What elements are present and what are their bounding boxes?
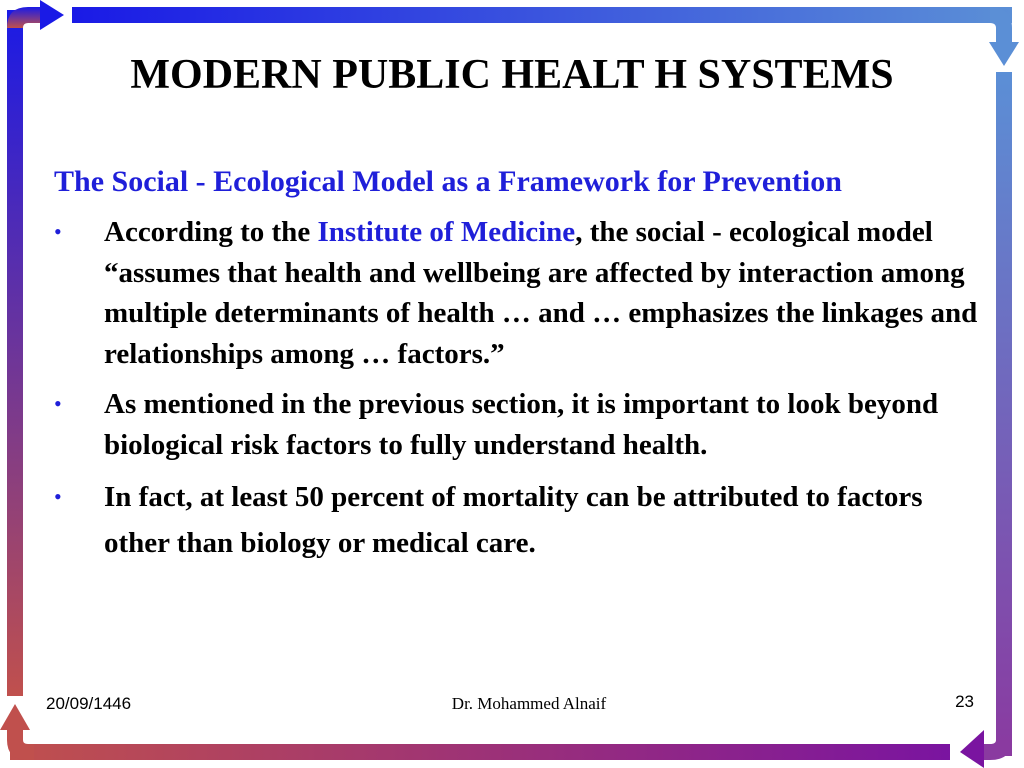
arrow-right-icon — [7, 0, 64, 30]
footer-date: 20/09/1446 — [46, 694, 132, 713]
slide-content — [54, 160, 984, 566]
frame-right-bar — [996, 72, 1012, 756]
bullet-text: In fact, at least 50 percent of mortality can be attributed to factors other than biology or medical care. — [104, 481, 923, 559]
section-subheading: The Social - Ecological Model as a Framework for Prevention — [54, 165, 842, 198]
list-item — [54, 474, 984, 566]
bullet-text: As mentioned in the previous section, it is important to look beyond biological risk factors to fully understand health. — [104, 388, 939, 461]
slide-title: MODERN PUBLIC HEALT H SYSTEMS — [130, 52, 894, 98]
page-number: 23 — [955, 692, 974, 711]
footer-author: Dr. Mohammed Alnaif — [451, 694, 607, 713]
bullet-icon: • — [54, 391, 62, 416]
institute-link-text: Institute of Medicine — [317, 216, 576, 248]
frame-left-bar — [7, 10, 23, 696]
bullet-icon: • — [54, 484, 62, 509]
bullet-icon: • — [54, 219, 62, 244]
bullet-text-after: , the social - ecological model “assumes that health and wellbeing are affected by interaction among multiple determinants of health … and … emphasizes the linkages and relationships among … factors.” — [104, 216, 978, 370]
list-item — [54, 212, 984, 374]
frame-top-bar — [72, 7, 1012, 23]
bullet-text-before: According to the — [104, 216, 318, 248]
list-item — [54, 384, 984, 465]
bullet-list — [54, 212, 984, 566]
frame-bottom-bar — [10, 744, 950, 760]
